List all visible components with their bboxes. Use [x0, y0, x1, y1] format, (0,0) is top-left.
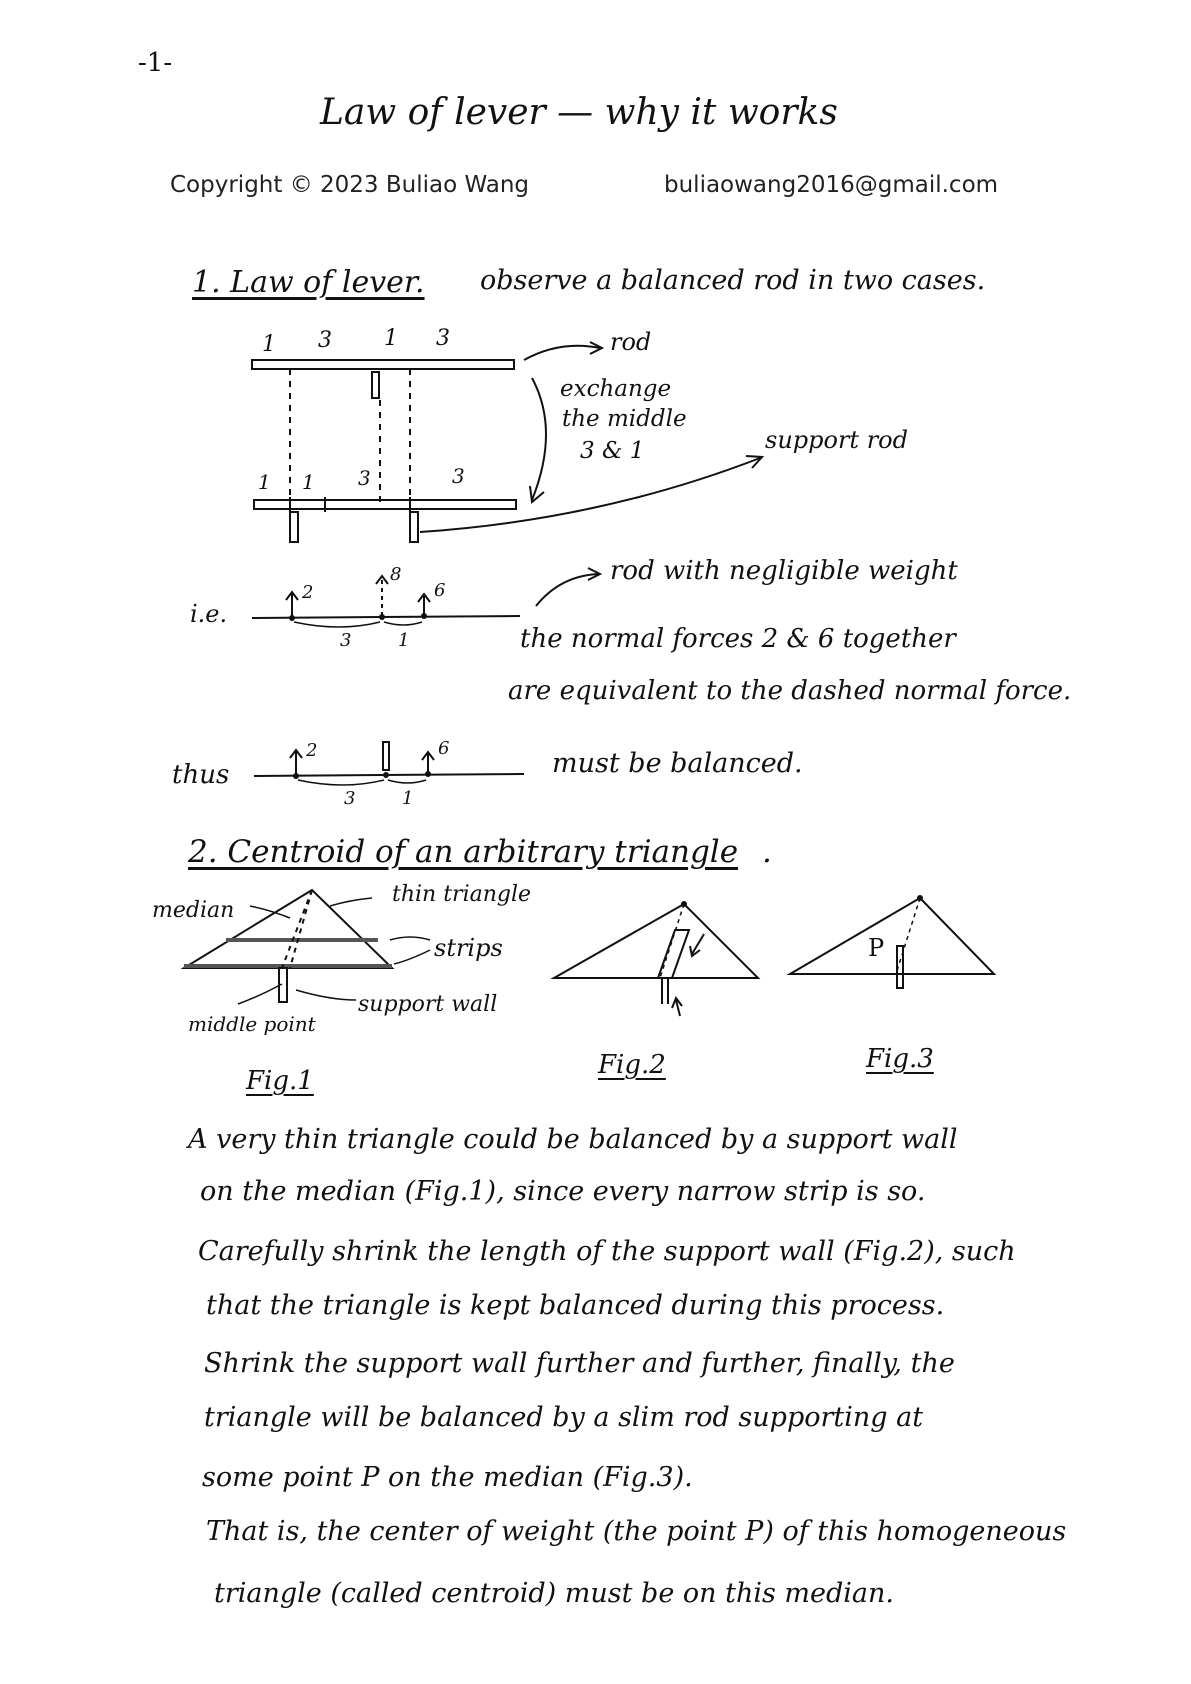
- copyright-notice: Copyright © 2023 Buliao Wang: [170, 172, 530, 198]
- paragraph-line-5: Shrink the support wall further and further, finally, the: [204, 1348, 955, 1379]
- top-label-3a: 3: [318, 328, 332, 353]
- equivalence-line-2: are equivalent to the dashed normal force.: [508, 676, 1072, 706]
- bottom-label-3b: 3: [452, 464, 465, 488]
- paragraph-line-8: That is, the center of weight (the point P) of this homogeneous: [206, 1516, 1067, 1547]
- exchange-note-line-3: 3 & 1: [580, 438, 645, 464]
- fig2-caption: Fig.2: [598, 1050, 666, 1080]
- paragraph-line-9: triangle (called centroid) must be on this median.: [214, 1578, 894, 1609]
- fig1-strips-label: strips: [434, 934, 503, 962]
- page-title: Law of lever — why it works: [320, 92, 838, 133]
- ie-length-3: 3: [340, 630, 352, 651]
- support-rod-label: support rod: [765, 426, 908, 454]
- paragraph-line-6: triangle will be balanced by a slim rod supporting at: [204, 1402, 924, 1433]
- ie-length-1: 1: [398, 630, 410, 651]
- section-2-heading: 2. Centroid of an arbitrary triangle: [188, 834, 739, 870]
- section-1-heading: 1. Law of lever.: [192, 265, 425, 300]
- rod-label: rod: [610, 328, 652, 356]
- fig3-slim-rod: [897, 946, 903, 988]
- ie-force-2: 2: [302, 582, 314, 603]
- equivalence-line-1: the normal forces 2 & 6 together: [520, 624, 956, 654]
- top-label-1a: 1: [262, 332, 276, 357]
- ie-label: i.e.: [190, 600, 228, 628]
- fig1-strip-upper: [226, 938, 378, 942]
- ie-force-8: 8: [390, 564, 402, 585]
- bottom-label-1b: 1: [302, 470, 315, 494]
- thus-note: must be balanced.: [552, 748, 803, 779]
- section-1-intro: observe a balanced rod in two cases.: [480, 265, 986, 296]
- paragraph-line-3: Carefully shrink the length of the support wall (Fig.2), such: [198, 1236, 1016, 1267]
- thus-force-2: 2: [306, 740, 318, 761]
- paragraph-line-4: that the triangle is kept balanced during this process.: [206, 1290, 945, 1321]
- paragraph-line-2: on the median (Fig.1), since every narrow strip is so.: [200, 1176, 926, 1207]
- paragraph-line-7: some point P on the median (Fig.3).: [202, 1462, 693, 1493]
- fig3-triangle: [790, 895, 994, 988]
- fig1-middle-point-label: middle point: [188, 1012, 316, 1036]
- weightless-note: rod with negligible weight: [610, 556, 958, 586]
- exchange-note-line-2: the middle: [562, 406, 687, 432]
- thus-length-3: 3: [344, 788, 356, 809]
- fig1-thin-triangle-label: thin triangle: [392, 882, 532, 907]
- thus-force-6: 6: [438, 738, 450, 759]
- fig1-median-label: median: [152, 898, 235, 923]
- fig3-point-p: P: [868, 934, 885, 962]
- author-email: buliaowang2016@gmail.com: [664, 172, 999, 198]
- section-2-heading-period: .: [762, 834, 772, 870]
- page-number: -1-: [138, 48, 173, 78]
- fig2-triangle: [554, 901, 758, 1016]
- exchange-note-line-1: exchange: [560, 376, 672, 402]
- top-label-1b: 1: [384, 326, 398, 351]
- thus-length-1: 1: [402, 788, 414, 809]
- fig1-support-wall-label: support wall: [358, 992, 498, 1017]
- fig3-caption: Fig.3: [866, 1044, 934, 1074]
- fig1-caption: Fig.1: [246, 1066, 314, 1096]
- bottom-label-3a: 3: [358, 466, 371, 490]
- thus-label: thus: [172, 760, 230, 790]
- ie-force-6: 6: [434, 580, 446, 601]
- paragraph-line-1: A very thin triangle could be balanced by a support wall: [188, 1124, 958, 1155]
- bottom-label-1a: 1: [258, 470, 271, 494]
- top-label-3b: 3: [436, 326, 450, 351]
